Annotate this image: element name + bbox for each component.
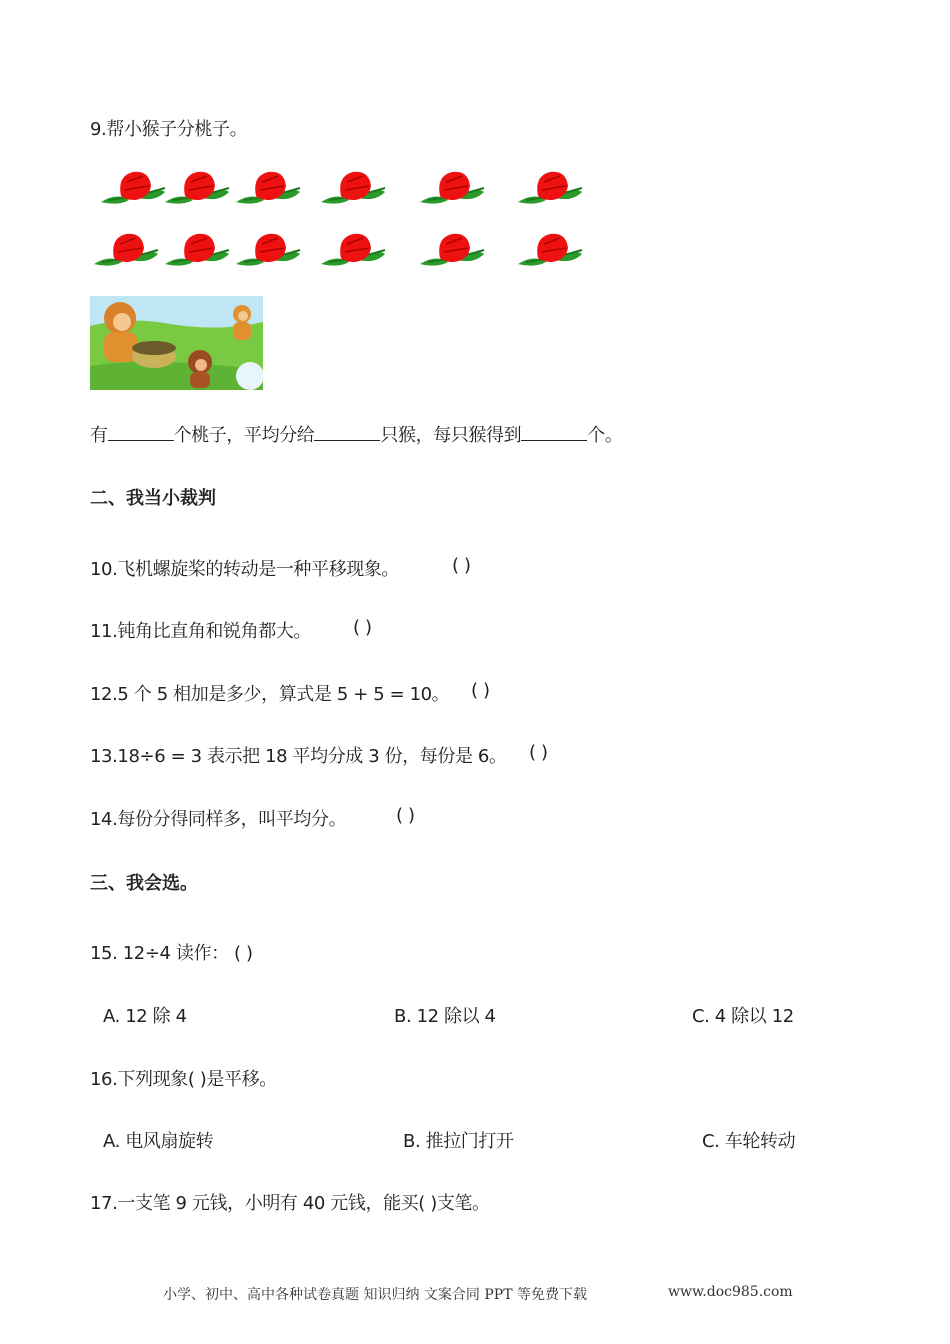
fill-text: 个桃子，平均分给	[173, 425, 315, 446]
judge-item	[90, 555, 399, 581]
judge-item	[90, 742, 507, 768]
peach-icon	[418, 166, 488, 208]
fill-text: 个。	[587, 425, 623, 446]
answer-blank[interactable]	[108, 422, 174, 441]
judge-statement: 13.18÷6 = 3 表示把 18 平均分成 3 份，每份是 6。	[90, 746, 507, 767]
section-heading: 三、我会选。	[90, 873, 198, 894]
fill-text: 有	[90, 425, 108, 446]
option-c[interactable]: C. 4 除以 12	[692, 1006, 794, 1027]
q16-stem: 16.下列现象( )是平移。	[90, 1069, 277, 1090]
peach-icon	[516, 228, 586, 270]
q9-title: 9.帮小猴子分桃子。	[90, 119, 248, 140]
section-heading: 二、我当小裁判	[90, 488, 216, 509]
judge-statement: 14.每份分得同样多，叫平均分。	[90, 809, 347, 830]
peach-icon	[163, 228, 233, 270]
answer-paren[interactable]: ( )	[471, 680, 490, 701]
q15-stem: 15. 12÷4 读作： ( )	[90, 943, 253, 964]
judge-item	[90, 805, 346, 831]
peach-icon	[319, 228, 389, 270]
judge-statement: 11.钝角比直角和锐角都大。	[90, 621, 312, 642]
footer-text: 小学、初中、高中各种试卷真题 知识归纳 文案合同 PPT 等免费下载	[163, 1287, 587, 1303]
q9-fill-sentence	[90, 421, 622, 447]
fill-text: 只猴，每只猴得到	[380, 425, 522, 446]
option-b[interactable]: B. 推拉门打开	[403, 1131, 514, 1152]
peach-icon	[418, 228, 488, 270]
answer-blank[interactable]	[521, 422, 587, 441]
option-a[interactable]: A. 12 除 4	[103, 1006, 187, 1027]
answer-paren[interactable]: ( )	[396, 805, 415, 826]
judge-item	[90, 680, 449, 706]
peach-icon	[163, 166, 233, 208]
peach-icon	[234, 228, 304, 270]
judge-statement: 10.飞机螺旋桨的转动是一种平移现象。	[90, 559, 400, 580]
peach-icon	[516, 166, 586, 208]
answer-paren[interactable]: ( )	[353, 617, 372, 638]
peach-icon	[92, 228, 162, 270]
peach-icon	[319, 166, 389, 208]
option-b[interactable]: B. 12 除以 4	[394, 1006, 496, 1027]
footer-link[interactable]: www.doc985.com	[668, 1284, 793, 1300]
judge-statement: 12.5 个 5 相加是多少，算式是 5 + 5 = 10。	[90, 684, 450, 705]
answer-blank[interactable]	[314, 422, 380, 441]
peach-icon	[234, 166, 304, 208]
judge-item	[90, 617, 311, 643]
answer-paren[interactable]: ( )	[452, 555, 471, 576]
monkey-scene-illustration	[90, 296, 263, 390]
answer-paren[interactable]: ( )	[529, 742, 548, 763]
q17-stem: 17.一支笔 9 元钱，小明有 40 元钱，能买( )支笔。	[90, 1193, 490, 1214]
option-c[interactable]: C. 车轮转动	[702, 1131, 796, 1152]
option-a[interactable]: A. 电风扇旋转	[103, 1131, 214, 1152]
peach-icon	[99, 166, 169, 208]
